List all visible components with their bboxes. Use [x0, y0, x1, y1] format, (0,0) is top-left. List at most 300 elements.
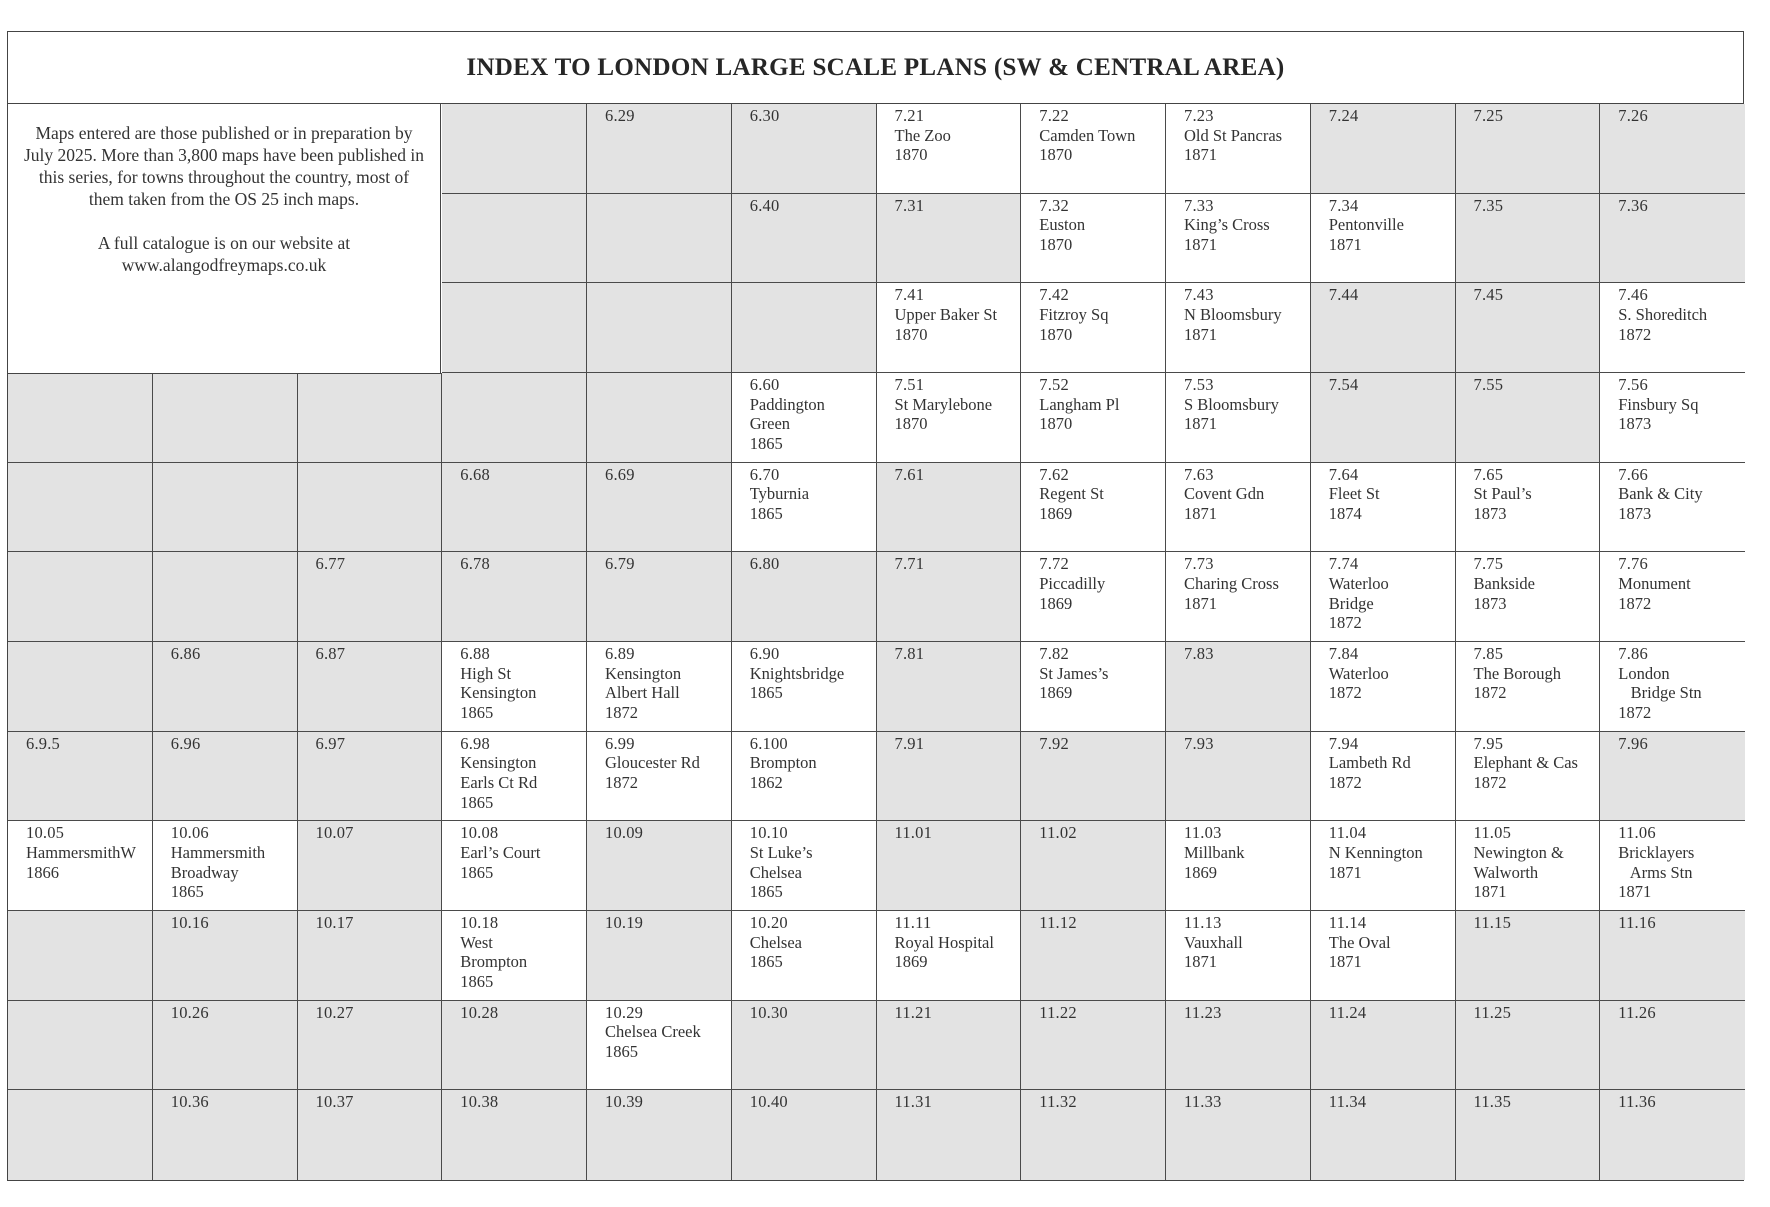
map-sheet-cell — [442, 194, 587, 284]
map-sheet-cell — [1456, 104, 1601, 194]
map-year: 1869 — [1039, 593, 1073, 613]
sheet-number: 7.56 — [1618, 375, 1648, 394]
sheet-number: 7.92 — [1039, 733, 1069, 753]
map-year: 1870 — [1039, 235, 1073, 255]
map-sheet-cell — [153, 821, 298, 911]
sheet-number: 11.16 — [1618, 913, 1656, 932]
map-sheet-cell — [1021, 283, 1166, 373]
map-sheet-cell — [8, 463, 153, 553]
map-sheet-cell — [1456, 732, 1601, 822]
sheet-number: 11.25 — [1473, 1002, 1512, 1022]
place-name: Bridge — [1328, 593, 1374, 613]
map-sheet-cell — [1021, 373, 1166, 463]
sheet-number: 6.90 — [749, 644, 780, 663]
place-name: West — [460, 932, 493, 952]
map-sheet-cell — [877, 552, 1022, 642]
place-name: Walworth — [1473, 862, 1539, 882]
map-sheet-cell — [1600, 194, 1745, 284]
sheet-number: 7.52 — [1039, 375, 1069, 394]
sheet-number: 11.11 — [894, 913, 932, 932]
map-sheet-cell — [442, 1090, 587, 1180]
map-sheet-cell — [1311, 1090, 1456, 1180]
map-sheet-cell — [8, 642, 153, 732]
place-name: Millbank — [1184, 843, 1245, 863]
map-sheet-cell — [298, 821, 443, 911]
place-name: Kensington — [460, 683, 537, 703]
place-name: Bankside — [1473, 574, 1535, 594]
map-year: 1865 — [460, 972, 494, 992]
sheet-number: 10.26 — [170, 1002, 209, 1022]
map-sheet-cell — [877, 1001, 1022, 1091]
place-name: Chelsea — [749, 932, 802, 952]
map-year: 1873 — [1618, 414, 1652, 434]
map-sheet-cell — [298, 373, 443, 463]
map-sheet-cell — [153, 463, 298, 553]
map-sheet-cell — [153, 911, 298, 1001]
map-sheet-cell — [1311, 463, 1456, 553]
place-name: Kensington — [460, 753, 537, 773]
map-sheet-cell — [587, 463, 732, 553]
sheet-number: 10.09 — [605, 823, 644, 843]
sheet-number: 7.62 — [1039, 464, 1069, 484]
place-name: Lambeth Rd — [1328, 753, 1411, 773]
sheet-number: 11.35 — [1473, 1092, 1512, 1112]
map-sheet-cell — [1166, 1090, 1311, 1180]
map-sheet-cell — [877, 642, 1022, 732]
map-year: 1871 — [1184, 414, 1217, 434]
sheet-number: 11.03 — [1184, 823, 1222, 843]
index-sheet — [7, 31, 1744, 1181]
place-name: Gloucester Rd — [605, 753, 700, 773]
sheet-number: 6.69 — [605, 464, 635, 484]
sheet-number: 6.89 — [605, 644, 635, 663]
place-name: N Bloomsbury — [1184, 305, 1282, 325]
place-name: The Oval — [1328, 932, 1391, 952]
sheet-number: 11.34 — [1328, 1092, 1367, 1112]
map-sheet-cell — [587, 1090, 732, 1180]
sheet-number: 10.40 — [749, 1092, 788, 1112]
map-year: 1870 — [894, 324, 928, 344]
map-sheet-cell — [1311, 1001, 1456, 1091]
map-sheet-cell — [732, 283, 877, 373]
map-sheet-cell — [1166, 552, 1311, 642]
map-sheet-cell — [153, 1001, 298, 1091]
map-sheet-cell — [732, 732, 877, 822]
map-sheet-cell — [1456, 642, 1601, 732]
map-sheet-cell — [1166, 283, 1311, 373]
map-sheet-cell — [732, 1001, 877, 1091]
place-name: Newington & — [1473, 843, 1564, 863]
sheet-number: 10.27 — [315, 1002, 354, 1022]
map-year: 1865 — [749, 434, 783, 454]
map-year: 1871 — [1184, 952, 1217, 972]
place-name: HammersmithW — [26, 843, 136, 863]
sheet-number: 6.77 — [315, 554, 346, 574]
sheet-number: 10.30 — [749, 1002, 788, 1022]
sheet-number: 7.35 — [1473, 195, 1504, 215]
map-year: 1871 — [1184, 235, 1217, 255]
place-name: Chelsea Creek — [605, 1022, 701, 1042]
sheet-number: 7.94 — [1328, 733, 1359, 753]
sheet-number: 7.66 — [1618, 464, 1648, 484]
map-sheet-cell — [153, 732, 298, 822]
map-sheet-cell — [1311, 283, 1456, 373]
map-sheet-cell — [1311, 911, 1456, 1001]
map-sheet-cell — [1311, 104, 1456, 194]
place-name: Old St Pancras — [1184, 125, 1283, 145]
place-name: Covent Gdn — [1184, 484, 1265, 504]
map-sheet-cell — [1600, 552, 1745, 642]
map-sheet-cell — [587, 911, 732, 1001]
map-sheet-cell — [1311, 821, 1456, 911]
place-name: Charing Cross — [1184, 574, 1279, 594]
sheet-number: 6.97 — [315, 733, 346, 753]
map-year: 1873 — [1473, 504, 1507, 524]
sheet-number: 7.73 — [1184, 554, 1214, 574]
map-year: 1871 — [1184, 324, 1217, 344]
map-year: 1872 — [1473, 683, 1507, 703]
sheet-number: 7.95 — [1473, 733, 1504, 753]
map-sheet-cell — [8, 732, 153, 822]
sheet-number: 10.39 — [605, 1092, 644, 1112]
map-sheet-cell — [1021, 1090, 1166, 1180]
map-sheet-cell — [587, 104, 732, 194]
map-year: 1874 — [1328, 504, 1362, 524]
sheet-number: 6.29 — [605, 106, 635, 125]
sheet-number: 6.86 — [170, 644, 201, 663]
sheet-number: 7.32 — [1039, 195, 1069, 215]
map-sheet-cell — [732, 821, 877, 911]
map-sheet-cell — [1456, 821, 1601, 911]
map-year: 1872 — [1618, 593, 1652, 613]
map-sheet-cell — [877, 194, 1022, 284]
sheet-number: 6.60 — [749, 375, 780, 394]
map-sheet-cell — [587, 194, 732, 284]
place-name: St Paul’s — [1473, 484, 1532, 504]
sheet-number: 11.31 — [894, 1092, 933, 1112]
place-name: Chelsea — [749, 862, 802, 882]
sheet-number: 7.33 — [1184, 195, 1214, 215]
map-sheet-cell — [587, 642, 732, 732]
sheet-number: 7.86 — [1618, 644, 1648, 663]
map-sheet-cell — [732, 642, 877, 732]
map-year: 1872 — [1618, 324, 1652, 344]
sheet-number: 7.24 — [1328, 106, 1359, 125]
sheet-number: 10.16 — [170, 913, 209, 932]
map-sheet-cell — [1600, 373, 1745, 463]
sheet-number: 7.71 — [894, 554, 925, 574]
sheet-number: 10.05 — [26, 823, 65, 843]
map-sheet-cell — [877, 104, 1022, 194]
map-year: 1869 — [1039, 504, 1073, 524]
sheet-number: 7.45 — [1473, 285, 1504, 305]
map-sheet-cell — [1166, 194, 1311, 284]
sheet-number: 7.85 — [1473, 644, 1504, 663]
sheet-number: 7.36 — [1618, 195, 1648, 215]
sheet-number: 7.26 — [1618, 106, 1648, 125]
place-name: Green — [749, 414, 791, 434]
map-year: 1870 — [1039, 324, 1073, 344]
sheet-number: 10.18 — [460, 913, 499, 932]
sheet-number: 11.15 — [1473, 913, 1512, 932]
map-sheet-cell — [1600, 1001, 1745, 1091]
map-sheet-cell — [1311, 373, 1456, 463]
place-name: St Marylebone — [894, 394, 993, 414]
sheet-number: 7.25 — [1473, 106, 1504, 125]
intro-paragraph-publication: Maps entered are those published or in preparation by July 2025. More than 3,800 maps have been published in this series, for towns throughout the country, most of them taken from the OS 25 inch maps. — [23, 123, 424, 209]
sheet-number: 11.32 — [1039, 1092, 1077, 1112]
map-year: 1872 — [1328, 613, 1362, 633]
place-name: London — [1618, 663, 1670, 683]
place-name: Vauxhall — [1184, 932, 1243, 952]
map-sheet-cell — [1600, 911, 1745, 1001]
map-sheet-cell — [1021, 911, 1166, 1001]
place-name: Earls Ct Rd — [460, 773, 538, 793]
sheet-number: 6.88 — [460, 644, 490, 663]
sheet-number: 7.22 — [1039, 106, 1069, 125]
place-name: Brompton — [749, 753, 817, 773]
map-sheet-cell — [1166, 463, 1311, 553]
sheet-number: 7.43 — [1184, 285, 1214, 305]
sheet-number: 7.65 — [1473, 464, 1504, 484]
place-name: Euston — [1039, 215, 1086, 235]
map-sheet-cell — [442, 373, 587, 463]
sheet-number: 6.87 — [315, 644, 346, 663]
place-name: Broadway — [170, 862, 239, 882]
sheet-number: 11.05 — [1473, 823, 1512, 843]
sheet-number: 7.21 — [894, 106, 925, 125]
map-sheet-cell — [8, 552, 153, 642]
sheet-number: 7.61 — [894, 464, 925, 484]
map-sheet-cell — [732, 552, 877, 642]
map-year: 1862 — [749, 773, 783, 793]
map-sheet-cell — [732, 911, 877, 1001]
sheet-number: 7.63 — [1184, 464, 1214, 484]
map-sheet-cell — [1166, 642, 1311, 732]
place-name: High St — [460, 663, 512, 683]
map-sheet-cell — [1311, 642, 1456, 732]
map-sheet-cell — [587, 821, 732, 911]
map-sheet-cell — [1021, 104, 1166, 194]
place-name: King’s Cross — [1184, 215, 1270, 235]
place-name: Earl’s Court — [460, 843, 541, 863]
map-year: 1872 — [1618, 703, 1652, 723]
place-name: S Bloomsbury — [1184, 394, 1279, 414]
map-sheet-cell — [1600, 642, 1745, 732]
sheet-number: 7.72 — [1039, 554, 1069, 574]
map-sheet-cell — [1456, 283, 1601, 373]
map-sheet-cell — [1456, 194, 1601, 284]
map-sheet-cell — [1021, 463, 1166, 553]
map-sheet-cell — [442, 1001, 587, 1091]
sheet-number: 7.31 — [894, 195, 925, 215]
map-sheet-cell — [1166, 104, 1311, 194]
map-sheet-cell — [587, 732, 732, 822]
map-year: 1871 — [1184, 593, 1217, 613]
map-sheet-cell — [1456, 1001, 1601, 1091]
place-name: Monument — [1618, 574, 1691, 594]
map-sheet-cell — [1021, 732, 1166, 822]
map-year: 1869 — [894, 952, 928, 972]
map-sheet-cell — [1021, 821, 1166, 911]
map-year: 1869 — [1184, 862, 1217, 882]
place-name: Upper Baker St — [894, 305, 998, 325]
sheet-number: 7.42 — [1039, 285, 1069, 305]
sheet-number: 11.06 — [1618, 823, 1656, 843]
map-year: 1870 — [894, 145, 928, 165]
map-year: 1865 — [749, 683, 783, 703]
map-sheet-cell — [1021, 1001, 1166, 1091]
place-name: Hammersmith — [170, 843, 266, 863]
sheet-number: 7.74 — [1328, 554, 1359, 574]
sheet-number: 11.04 — [1328, 823, 1367, 843]
sheet-number: 11.23 — [1184, 1002, 1222, 1022]
map-year: 1865 — [460, 862, 494, 882]
sheet-number: 10.20 — [749, 913, 788, 932]
map-sheet-cell — [1311, 552, 1456, 642]
map-year: 1865 — [605, 1042, 638, 1062]
map-sheet-cell — [1166, 1001, 1311, 1091]
place-name: Langham Pl — [1039, 394, 1120, 414]
sheet-number: 10.36 — [170, 1092, 209, 1112]
sheet-number: 6.79 — [605, 554, 635, 574]
map-sheet-cell — [298, 642, 443, 732]
map-sheet-cell — [732, 463, 877, 553]
sheet-number: 7.76 — [1618, 554, 1648, 574]
map-year: 1871 — [1184, 145, 1217, 165]
place-name: Bricklayers — [1618, 843, 1695, 863]
place-name: Fitzroy Sq — [1039, 305, 1109, 325]
sheet-number: 6.98 — [460, 733, 490, 753]
map-sheet-cell — [587, 373, 732, 463]
map-sheet-cell — [877, 911, 1022, 1001]
sheet-number: 6.68 — [460, 464, 490, 484]
map-sheet-cell — [1600, 104, 1745, 194]
map-year: 1872 — [605, 773, 638, 793]
map-sheet-cell — [298, 1090, 443, 1180]
map-year: 1871 — [1618, 882, 1652, 902]
map-year: 1871 — [1473, 882, 1507, 902]
map-year: 1873 — [1618, 504, 1652, 524]
sheet-number: 10.17 — [315, 913, 354, 932]
map-sheet-cell — [732, 194, 877, 284]
map-year: 1871 — [1328, 862, 1362, 882]
map-sheet-cell — [1166, 821, 1311, 911]
map-sheet-cell — [442, 732, 587, 822]
map-sheet-cell — [298, 911, 443, 1001]
place-name: Piccadilly — [1039, 574, 1106, 594]
sheet-number: 7.46 — [1618, 285, 1648, 305]
map-year: 1873 — [1473, 593, 1507, 613]
sheet-number: 10.07 — [315, 823, 354, 843]
map-sheet-cell — [587, 552, 732, 642]
map-year: 1872 — [1473, 773, 1507, 793]
map-sheet-cell — [442, 283, 587, 373]
map-sheet-cell — [298, 732, 443, 822]
map-sheet-cell — [298, 1001, 443, 1091]
map-sheet-cell — [877, 463, 1022, 553]
sheet-number: 11.33 — [1184, 1092, 1222, 1112]
sheet-number: 7.34 — [1328, 195, 1359, 215]
map-year: 1870 — [894, 414, 928, 434]
map-sheet-cell — [1600, 463, 1745, 553]
map-year: 1865 — [749, 952, 783, 972]
sheet-number: 11.12 — [1039, 913, 1077, 932]
map-sheet-cell — [1166, 373, 1311, 463]
place-name: Camden Town — [1039, 125, 1136, 145]
sheet-number: 10.08 — [460, 823, 499, 843]
map-sheet-cell — [153, 552, 298, 642]
sheet-number: 10.28 — [460, 1002, 499, 1022]
map-sheet-cell — [298, 552, 443, 642]
place-name: Finsbury Sq — [1618, 394, 1699, 414]
map-sheet-cell — [732, 104, 877, 194]
map-sheet-cell — [1600, 1090, 1745, 1180]
place-name: Bank & City — [1618, 484, 1703, 504]
map-sheet-cell — [1021, 642, 1166, 732]
sheet-number: 6.30 — [749, 106, 780, 125]
sheet-number: 7.53 — [1184, 375, 1214, 394]
map-year: 1870 — [1039, 414, 1073, 434]
sheet-number: 7.41 — [894, 285, 925, 305]
map-sheet-cell — [587, 283, 732, 373]
map-sheet-cell — [1456, 373, 1601, 463]
sheet-number: 7.82 — [1039, 644, 1069, 663]
sheet-number: 7.81 — [894, 644, 925, 663]
map-year: 1870 — [1039, 145, 1073, 165]
map-sheet-cell — [8, 1090, 153, 1180]
place-name: Albert Hall — [605, 683, 680, 703]
map-sheet-cell — [1021, 552, 1166, 642]
place-name: N Kennington — [1328, 843, 1423, 863]
map-sheet-cell — [153, 373, 298, 463]
map-year: 1865 — [749, 882, 783, 902]
sheet-number: 7.51 — [894, 375, 925, 394]
sheet-number: 6.78 — [460, 554, 490, 574]
map-sheet-cell — [442, 104, 587, 194]
sheet-number: 11.22 — [1039, 1002, 1077, 1022]
sheet-number: 6.80 — [749, 554, 780, 574]
map-year: 1871 — [1328, 952, 1362, 972]
map-sheet-cell — [1021, 194, 1166, 284]
sheet-number: 7.44 — [1328, 285, 1359, 305]
map-sheet-cell — [8, 911, 153, 1001]
page-title: INDEX TO LONDON LARGE SCALE PLANS (SW & CENTRAL AREA) — [8, 32, 1743, 104]
sheet-number: 10.29 — [605, 1002, 644, 1022]
sheet-number: 11.01 — [894, 823, 933, 843]
place-name: The Borough — [1473, 663, 1562, 683]
map-sheet-cell — [1311, 732, 1456, 822]
place-name: Kensington — [605, 663, 682, 683]
map-sheet-cell — [732, 1090, 877, 1180]
map-year: 1865 — [460, 792, 494, 812]
map-sheet-cell — [587, 1001, 732, 1091]
sheet-number: 6.100 — [749, 733, 788, 753]
map-year: 1866 — [26, 862, 59, 882]
map-year: 1872 — [605, 703, 638, 723]
sheet-number: 11.36 — [1618, 1092, 1656, 1112]
sheet-number: 7.84 — [1328, 644, 1359, 663]
place-name: Bridge Stn — [1618, 683, 1702, 703]
sheet-number: 6.99 — [605, 733, 635, 753]
sheet-number: 7.23 — [1184, 106, 1214, 125]
sheet-number: 10.37 — [315, 1092, 354, 1112]
map-sheet-cell — [1456, 552, 1601, 642]
place-name: The Zoo — [894, 125, 951, 145]
sheet-number: 7.96 — [1618, 733, 1648, 753]
map-sheet-cell — [153, 642, 298, 732]
map-year: 1869 — [1039, 683, 1073, 703]
